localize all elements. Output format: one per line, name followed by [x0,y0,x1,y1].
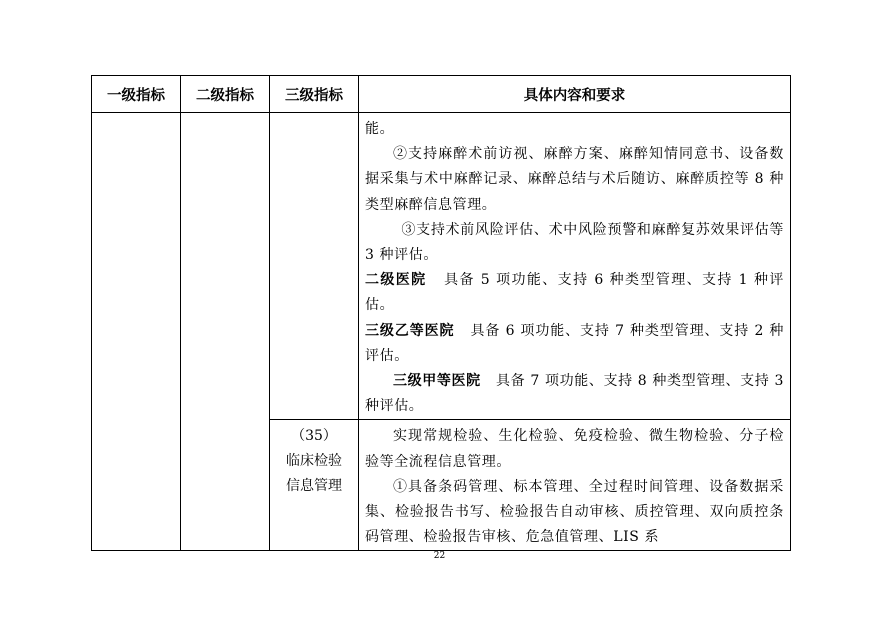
page-number: 22 [433,551,446,561]
level-text: 具备 5 项功能、支持 6 种类型管理、支持 1 种评估。 [365,272,785,314]
content-cell [359,113,791,420]
header-level1: 一级指标 [92,76,181,113]
level-label: 三级乙等医院 [365,322,455,339]
header-content: 具体内容和要求 [359,76,791,113]
item-name: 临床检验 [286,453,342,470]
level2-cell [181,113,270,551]
header-level2: 二级指标 [181,76,270,113]
header-level3: 三级指标 [270,76,359,113]
content-line: 能。 [365,121,395,137]
level-label: 二级医院 [365,272,427,289]
level3b-requirement [365,319,784,369]
level1-cell [92,113,181,551]
indicator-table [91,75,791,551]
header-row [92,76,791,113]
content-line: ①具备条码管理、标本管理、全过程时间管理、设备数据采集、检验报告书写、检验报告自动审核、质控管理、双向质控条码管理、检验报告审核、危急值管理、LIS 系 [365,478,784,546]
content-line: ③支持术前风险评估、术中风险预警和麻醉复苏效果评估等 3 种评估。 [365,221,784,264]
content-line: ②支持麻醉术前访视、麻醉方案、麻醉知情同意书、设备数据采集与术中麻醉记录、麻醉总结与术后随访、麻醉质控等 8 种类型麻醉信息管理。 [365,146,784,213]
level2-requirement [365,268,784,318]
content-line: 实现常规检验、生化检验、免疫检验、微生物检验、分子检验等全流程信息管理。 [365,428,784,470]
level-label: 三级甲等医院 [393,373,481,390]
level3-cell [270,420,359,551]
level-text: 具备 6 项功能、支持 7 种类型管理、支持 2 种评估。 [365,322,784,364]
item-number: （35） [291,428,337,445]
content-cell [359,420,791,551]
level-text: 具备 7 项功能、支持 8 种类型管理、支持 3 种评估。 [365,373,785,415]
level3-cell [270,113,359,420]
level3a-requirement [365,369,784,419]
table-row [92,113,791,420]
item-name: 信息管理 [286,478,342,495]
